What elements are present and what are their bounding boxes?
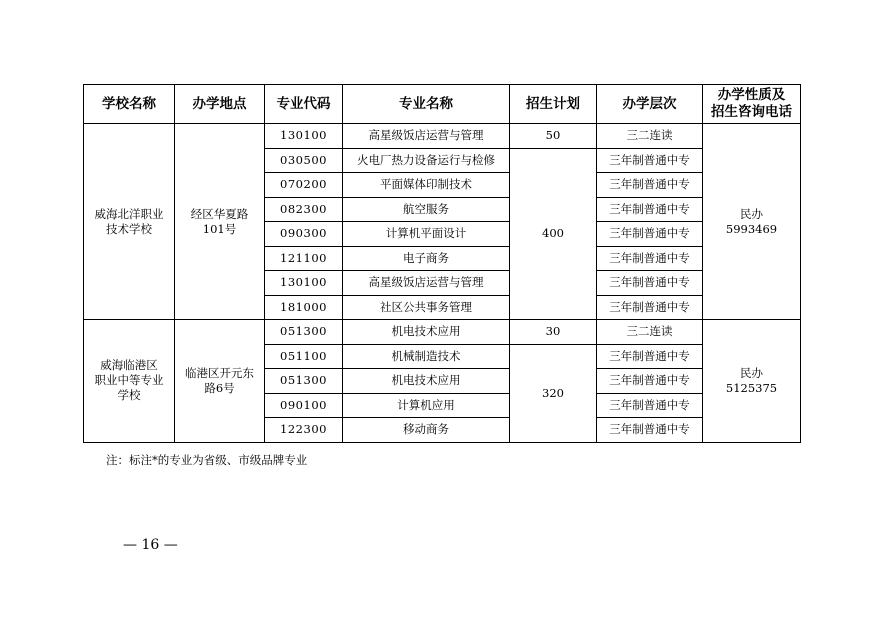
enrollment-plan-cell: 30 (510, 320, 597, 345)
major-code-cell: 130100 (265, 124, 343, 149)
major-code-cell: 090100 (265, 393, 343, 418)
contact-cell: 民办 5125375 (703, 320, 801, 443)
education-level-cell: 三年制普通中专 (597, 148, 703, 173)
education-level-cell: 三年制普通中专 (597, 197, 703, 222)
header-location: 办学地点 (175, 85, 265, 124)
school-name-cell: 威海临港区 职业中等专业 学校 (84, 320, 175, 443)
education-level-cell: 三年制普通中专 (597, 295, 703, 320)
table-header-row (84, 85, 801, 124)
major-code-cell: 122300 (265, 418, 343, 443)
major-name-cell: 平面媒体印制技术 (343, 173, 510, 198)
major-name-cell: 计算机平面设计 (343, 222, 510, 247)
major-name-cell: 机电技术应用 (343, 320, 510, 345)
header-education-level: 办学层次 (597, 85, 703, 124)
enrollment-plan-cell: 400 (510, 148, 597, 320)
major-name-cell: 高星级饭店运营与管理 (343, 271, 510, 296)
major-code-cell: 130100 (265, 271, 343, 296)
major-code-cell: 030500 (265, 148, 343, 173)
header-major-code: 专业代码 (265, 85, 343, 124)
school-location-cell: 经区华夏路 101号 (175, 124, 265, 320)
education-level-cell: 三年制普通中专 (597, 418, 703, 443)
education-level-cell: 三年制普通中专 (597, 369, 703, 394)
education-level-cell: 三年制普通中专 (597, 246, 703, 271)
table-row (84, 124, 801, 149)
header-nature-contact: 办学性质及 招生咨询电话 (703, 85, 801, 124)
school-location-cell: 临港区开元东 路6号 (175, 320, 265, 443)
education-level-cell: 三年制普通中专 (597, 173, 703, 198)
major-name-cell: 机电技术应用 (343, 369, 510, 394)
major-name-cell: 计算机应用 (343, 393, 510, 418)
major-name-cell: 航空服务 (343, 197, 510, 222)
education-level-cell: 三二连读 (597, 124, 703, 149)
table-row (84, 320, 801, 345)
major-code-cell: 090300 (265, 222, 343, 247)
major-code-cell: 181000 (265, 295, 343, 320)
major-code-cell: 070200 (265, 173, 343, 198)
education-level-cell: 三年制普通中专 (597, 222, 703, 247)
education-level-cell: 三二连读 (597, 320, 703, 345)
header-enrollment-plan: 招生计划 (510, 85, 597, 124)
education-level-cell: 三年制普通中专 (597, 393, 703, 418)
major-code-cell: 082300 (265, 197, 343, 222)
major-name-cell: 机械制造技术 (343, 344, 510, 369)
major-name-cell: 社区公共事务管理 (343, 295, 510, 320)
enrollment-plan-cell: 50 (510, 124, 597, 149)
footnote: 注：标注*的专业为省级、市级品牌专业 (106, 453, 308, 467)
major-name-cell: 移动商务 (343, 418, 510, 443)
major-code-cell: 051300 (265, 320, 343, 345)
major-name-cell: 高星级饭店运营与管理 (343, 124, 510, 149)
school-name-cell: 威海北洋职业 技术学校 (84, 124, 175, 320)
education-level-cell: 三年制普通中专 (597, 271, 703, 296)
enrollment-table (83, 84, 801, 443)
header-school-name: 学校名称 (84, 85, 175, 124)
major-name-cell: 电子商务 (343, 246, 510, 271)
enrollment-plan-cell: 320 (510, 344, 597, 442)
major-name-cell: 火电厂热力设备运行与检修 (343, 148, 510, 173)
page-number: — 16 — (123, 537, 178, 553)
major-code-cell: 121100 (265, 246, 343, 271)
major-code-cell: 051300 (265, 369, 343, 394)
contact-cell: 民办 5993469 (703, 124, 801, 320)
major-code-cell: 051100 (265, 344, 343, 369)
header-major-name: 专业名称 (343, 85, 510, 124)
education-level-cell: 三年制普通中专 (597, 344, 703, 369)
